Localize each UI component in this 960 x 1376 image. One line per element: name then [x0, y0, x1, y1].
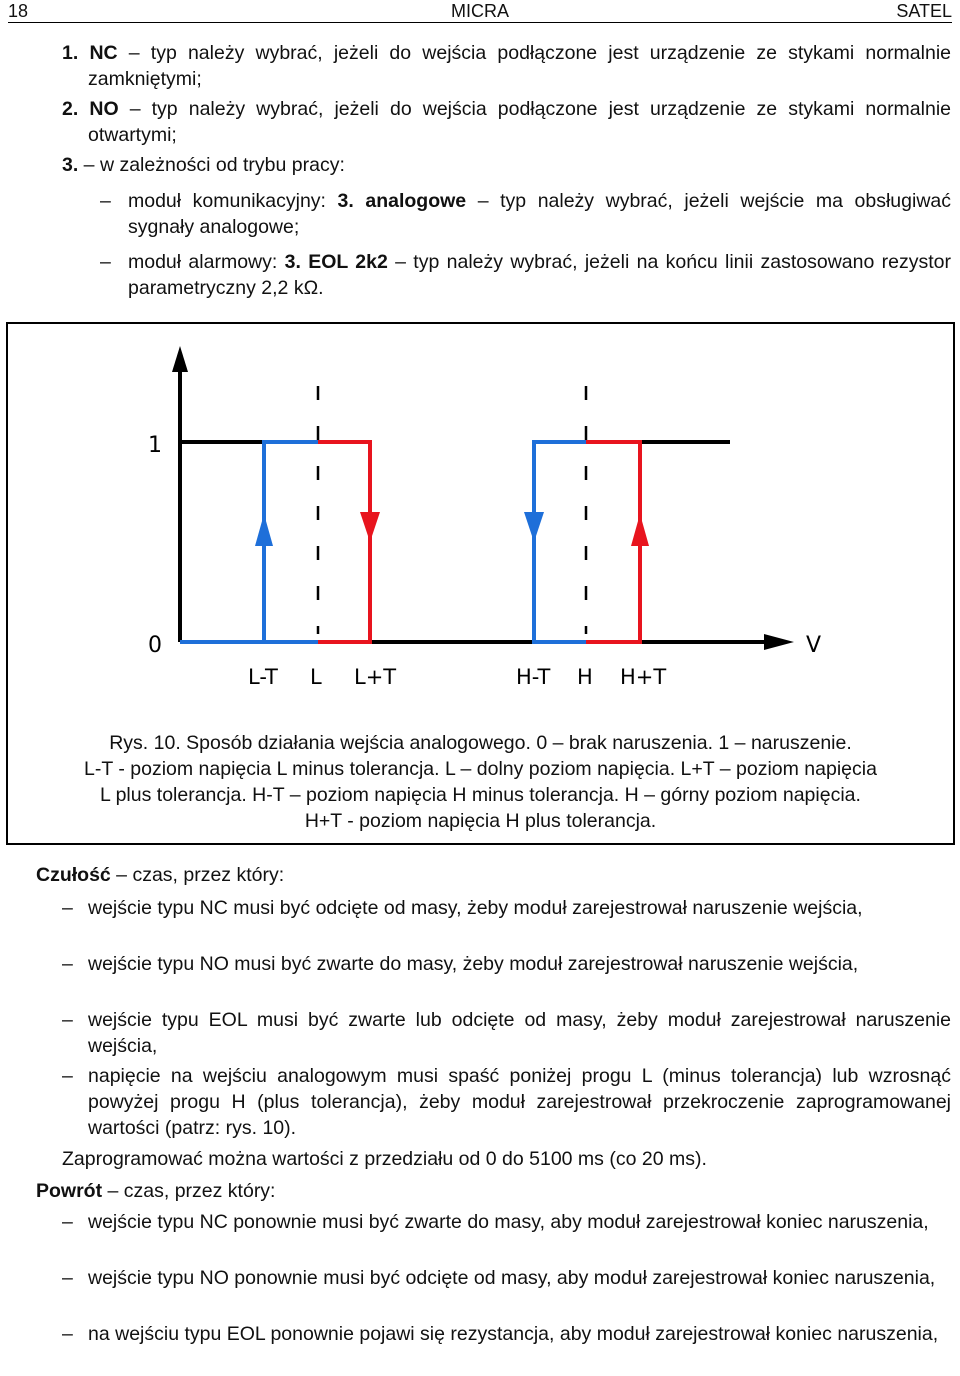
x-axis-arrowhead — [764, 634, 794, 650]
sensitivity-item-text: napięcie na wejściu analogowym musi spaść poniżej progu L (minus tolerancja) lub wzrosnąć powyżej progu H (plus tolerancja), żeby moduł zarejestrował przekroczenie zaprogramowanej wartości (patrz: rys. 10). — [88, 1065, 951, 1139]
type-no-text: – typ należy wybrać, jeżeli do wejścia podłączone jest urządzenie ze stykami normalnie otwartymi; — [88, 98, 952, 146]
x-label-h: H — [577, 665, 593, 689]
dash-bullet: – — [62, 1323, 73, 1345]
mode-alarm-item — [100, 249, 951, 301]
page-number: 18 — [8, 1, 29, 21]
caption-line: Rys. 10. Sposób działania wejścia analogowego. 0 – brak naruszenia. 1 – naruszenie. — [109, 732, 852, 754]
h-up-arrow — [631, 514, 649, 546]
y-axis-arrowhead — [172, 346, 188, 372]
restore-item-text: na wejściu typu EOL ponownie pojawi się rezystancja, aby moduł zarejestrował koniec naruszenia, — [88, 1323, 939, 1345]
dash-bullet: – — [62, 1009, 73, 1031]
dash-bullet: – — [62, 897, 73, 919]
sensitivity-item-text: wejście typu EOL musi być zwarte lub odcięte od masy, żeby moduł zarejestrował naruszenie wejścia, — [88, 1009, 951, 1057]
caption-line: L plus tolerancja. H-T – poziom napięcia H minus tolerancja. H – górny poziom napięcia. — [100, 784, 861, 806]
type-nc-name: NC — [89, 42, 118, 64]
dash-bullet: – — [62, 1065, 73, 1087]
x-axis-label: V — [806, 633, 822, 658]
figure-box — [6, 322, 955, 845]
dash-bullet: – — [62, 1211, 73, 1233]
x-label-lt: L-T — [248, 665, 278, 689]
dash-bullet: – — [100, 251, 111, 273]
sensitivity-intro: – czas, przez który: — [110, 864, 285, 886]
restore-term: Powrót — [36, 1180, 103, 1202]
y-tick-1: 1 — [148, 433, 162, 458]
type-nc-text: – typ należy wybrać, jeżeli do wejścia podłączone jest urządzenie ze stykami normalnie zamkniętymi; — [88, 42, 952, 90]
caption-line: H+T - poziom napięcia H plus tolerancja. — [304, 810, 657, 832]
sensitivity-item-text: wejście typu NO musi być zwarte do masy, żeby moduł zarejestrował naruszenie wejścia, — [88, 953, 859, 975]
l-down-arrow — [360, 512, 380, 542]
restore-item-text: wejście typu NC ponownie musi być zwarte do masy, aby moduł zarejestrował koniec naruszenia, — [88, 1211, 929, 1233]
x-label-hpt: H+T — [620, 665, 667, 689]
h-rising-red-path — [586, 442, 640, 642]
figure-caption — [18, 730, 943, 834]
sensitivity-item — [62, 895, 951, 921]
h-falling-blue-path — [534, 442, 586, 642]
mode-communication-prefix: moduł komunikacyjny: — [128, 190, 338, 212]
mode-alarm-prefix: moduł alarmowy: — [128, 251, 285, 273]
l-up-arrow — [255, 514, 273, 546]
mode-communication-text: – typ należy wybrać, jeżeli wejście ma obsługiwać sygnały analogowe; — [128, 190, 951, 238]
restore-item — [62, 1265, 951, 1291]
dash-bullet: – — [62, 1267, 73, 1289]
h-down-arrow — [524, 512, 544, 542]
mode-communication-item — [100, 188, 951, 240]
analog-input-diagram — [8, 324, 953, 724]
mode-communication-name: 3. analogowe — [337, 190, 467, 212]
y-tick-0: 0 — [148, 633, 162, 658]
sensitivity-item-text: wejście typu NC musi być odcięte od masy, żeby moduł zarejestrował naruszenie wejścia, — [88, 897, 863, 919]
type-3-text: – w zależności od trybu pracy: — [78, 154, 345, 176]
l-falling-red-path — [318, 442, 370, 642]
sensitivity-term: Czułość — [36, 864, 111, 886]
type-no-name: NO — [89, 98, 119, 120]
type-no-item — [62, 96, 952, 148]
x-label-ht: H-T — [516, 665, 551, 689]
type-no-number: 2. — [62, 98, 79, 120]
restore-heading — [36, 1178, 951, 1204]
sensitivity-range: Zaprogramować można wartości z przedziału od 0 do 5100 ms (co 20 ms). — [62, 1148, 707, 1170]
caption-line: L-T - poziom napięcia L minus tolerancja. L – dolny poziom napięcia. L+T – poziom napięcia — [84, 758, 877, 780]
sensitivity-item — [62, 1007, 951, 1059]
type-3-number: 3. — [62, 154, 79, 176]
page-header — [8, 0, 952, 23]
sensitivity-item — [62, 1063, 951, 1141]
dash-bullet: – — [62, 953, 73, 975]
x-label-lpt: L+T — [354, 665, 397, 689]
dash-bullet: – — [100, 190, 111, 212]
restore-intro: – czas, przez który: — [102, 1180, 276, 1202]
l-rising-blue-path — [180, 442, 318, 642]
mode-alarm-name: 3. EOL 2k2 — [284, 251, 388, 273]
restore-item — [62, 1209, 951, 1235]
restore-item-text: wejście typu NO ponownie musi być odcięte od masy, aby moduł zarejestrował koniec naruszenia, — [88, 1267, 936, 1289]
mode-alarm-text: – typ należy wybrać, jeżeli na końcu linii zastosowano rezystor parametryczny 2,2 kΩ. — [128, 251, 951, 299]
header-title: MICRA — [451, 1, 509, 21]
type-3-item — [62, 152, 951, 178]
type-nc-number: 1. — [62, 42, 79, 64]
restore-item — [62, 1321, 951, 1347]
header-brand: SATEL — [896, 1, 952, 21]
type-nc-item — [62, 40, 952, 92]
sensitivity-item — [62, 951, 951, 977]
x-label-l: L — [310, 665, 322, 689]
sensitivity-heading — [36, 862, 951, 888]
